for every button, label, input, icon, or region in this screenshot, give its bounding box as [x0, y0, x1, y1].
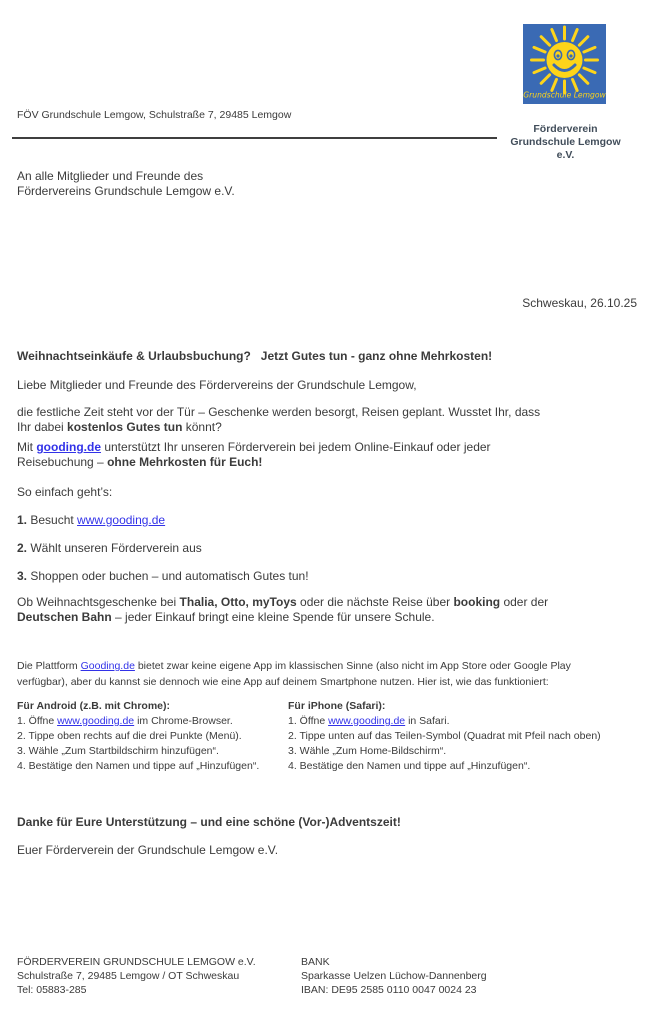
- text-segment: Wählt unseren Förderverein aus: [27, 541, 202, 555]
- text-segment: oder die nächste Reise über: [296, 595, 454, 609]
- step-item-1: [17, 513, 657, 528]
- text-segment: Mit: [17, 440, 37, 454]
- subject-heading: Weihnachtseinkäufe & Urlaubsbuchung? Jetzt Gutes tun - ganz ohne Mehrkosten!: [17, 349, 493, 363]
- text-segment: 1. Öffne: [288, 715, 329, 727]
- text-segment: 1. Öffne: [17, 715, 58, 727]
- org-name-block: [495, 123, 636, 162]
- addressee-block: [17, 169, 235, 199]
- iphone-column-title: Für iPhone (Safari):: [288, 700, 386, 712]
- text-segment: verfügbar), aber du kannst sie dennoch wie eine App auf deinem Smartphone nutzen. Hier ist, wie das funktioniert:: [17, 676, 549, 688]
- gooding-link[interactable]: www.gooding.de: [57, 715, 135, 727]
- paragraph-gooding-intro: [17, 440, 657, 470]
- date-line: Schweskau, 26.10.25: [522, 296, 637, 310]
- iphone-instruction-1: [288, 714, 649, 729]
- text-segment: – jeder Einkauf bringt eine kleine Spende für unsere Schule.: [111, 610, 435, 624]
- footer-bank-block: [301, 955, 649, 997]
- text-segment: die festliche Zeit steht vor der Tür – Geschenke werden besorgt, Reisen geplant. Wusstet Ihr, dass: [17, 405, 541, 419]
- text-segment: Shoppen oder buchen – und automatisch Gutes tun!: [27, 569, 309, 583]
- gooding-link[interactable]: gooding.de: [36, 440, 101, 454]
- footer-bank-iban: IBAN: DE95 2585 0110 0047 0024 23: [301, 984, 477, 996]
- addressee-line: Fördervereins Grundschule Lemgow e.V.: [17, 184, 235, 198]
- paragraph-so-einfach: So einfach geht’s:: [17, 485, 113, 499]
- step-item-3: [17, 569, 657, 584]
- logo-caption: Grundschule Lemgow: [523, 90, 606, 100]
- sender-line: FÖV Grundschule Lemgow, Schulstraße 7, 29485 Lemgow: [17, 109, 292, 121]
- iphone-instruction-2: [288, 729, 649, 744]
- text-segment: Liebe Mitglieder und Freunde des Fördervereins der Grundschule Lemgow,: [17, 378, 417, 392]
- text-segment: Ihr dabei: [17, 420, 68, 434]
- gooding-link[interactable]: www.gooding.de: [328, 715, 406, 727]
- text-segment: im Chrome-Browser.: [134, 715, 233, 727]
- org-name-line: e.V.: [556, 149, 575, 161]
- text-segment: booking: [453, 595, 501, 609]
- text-segment: kostenlos Gutes tun: [67, 420, 183, 434]
- step-item-2: [17, 541, 657, 556]
- sun-logo-icon: [523, 24, 606, 104]
- text-segment: 2.: [17, 541, 28, 555]
- platform-note: [17, 658, 657, 690]
- text-segment: 3. Wähle „Zum Home-Bildschirm“.: [288, 745, 447, 757]
- text-segment: Thalia, Otto, myToys: [179, 595, 297, 609]
- text-segment: Deutschen Bahn: [17, 610, 112, 624]
- android-instruction-2: [17, 729, 288, 744]
- address-separator-line: [12, 137, 497, 139]
- footer: [17, 955, 649, 997]
- text-segment: 3. Wähle „Zum Startbildschirm hinzufügen“.: [17, 745, 219, 757]
- android-instruction-3: [17, 744, 288, 759]
- footer-bank-name: Sparkasse Uelzen Lüchow-Dannenberg: [301, 970, 487, 982]
- closing-thanks: Danke für Eure Unterstützung – und eine schöne (Vor-)Adventszeit!: [17, 815, 401, 829]
- gooding-link[interactable]: Gooding.de: [80, 660, 135, 672]
- iphone-instruction-4: [288, 759, 649, 774]
- text-segment: bietet zwar keine eigene App im klassischen Sinne (also nicht im App Store oder Google Play: [134, 660, 571, 672]
- org-name-line: Grundschule Lemgow: [510, 136, 621, 148]
- text-segment: 3.: [17, 569, 28, 583]
- text-segment: 4. Bestätige den Namen und tippe auf „Hinzufügen“.: [17, 760, 260, 772]
- text-segment: 2. Tippe unten auf das Teilen-Symbol (Quadrat mit Pfeil nach oben): [288, 730, 601, 742]
- text-segment: könnt?: [182, 420, 222, 434]
- text-segment: Besucht: [27, 513, 78, 527]
- paragraph-festliche-zeit: [17, 405, 657, 435]
- paragraph-shops: [17, 595, 657, 625]
- footer-org-phone: Tel: 05883-285: [17, 984, 87, 996]
- gooding-link[interactable]: www.gooding.de: [77, 513, 166, 527]
- text-segment: unterstützt Ihr unseren Förderverein bei jedem Online-Einkauf oder jeder: [101, 440, 491, 454]
- org-name-line: Förderverein: [533, 123, 598, 135]
- android-instruction-4: [17, 759, 288, 774]
- footer-bank-title: BANK: [301, 956, 330, 968]
- text-segment: 4. Bestätige den Namen und tippe auf „Hinzufügen“.: [288, 760, 531, 772]
- instruction-columns: [17, 699, 649, 774]
- footer-org-name: FÖRDERVEREIN GRUNDSCHULE LEMGOW e.V.: [17, 956, 256, 968]
- text-segment: 1.: [17, 513, 28, 527]
- footer-org-address: Schulstraße 7, 29485 Lemgow / OT Schweskau: [17, 970, 240, 982]
- text-segment: oder der: [500, 595, 549, 609]
- android-column: [17, 699, 288, 774]
- android-column-title: Für Android (z.B. mit Chrome):: [17, 700, 171, 712]
- footer-org-block: [17, 955, 301, 997]
- closing-signature: Euer Förderverein der Grundschule Lemgow e.V.: [17, 843, 279, 857]
- text-segment: ohne Mehrkosten für Euch!: [107, 455, 263, 469]
- text-segment: 2. Tippe oben rechts auf die drei Punkte (Menü).: [17, 730, 242, 742]
- text-segment: Reisebuchung –: [17, 455, 108, 469]
- letterhead-logo: [523, 24, 606, 104]
- text-segment: Die Plattform: [17, 660, 81, 672]
- addressee-line: An alle Mitglieder und Freunde des: [17, 169, 204, 183]
- android-instruction-1: [17, 714, 288, 729]
- iphone-column: [288, 699, 649, 774]
- iphone-instruction-3: [288, 744, 649, 759]
- text-segment: Ob Weihnachtsgeschenke bei: [17, 595, 180, 609]
- paragraph-greeting: [17, 378, 657, 393]
- text-segment: in Safari.: [405, 715, 450, 727]
